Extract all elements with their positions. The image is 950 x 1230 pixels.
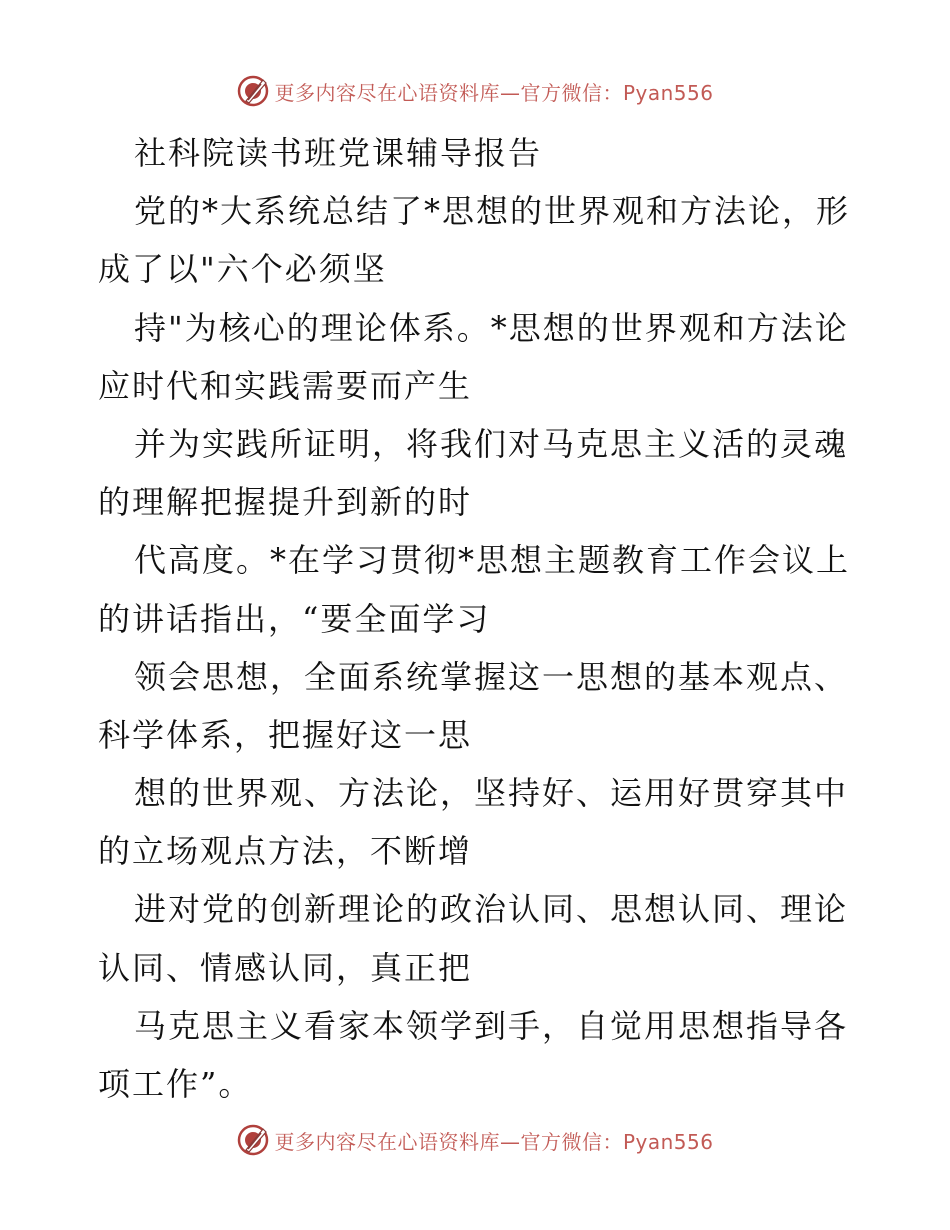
paragraph-line: 想的世界观、方法论，坚持好、运用好贯穿其中 bbox=[134, 774, 849, 813]
document-body bbox=[98, 124, 858, 1113]
paragraph-line: 的讲话指出，“要全面学习 bbox=[98, 599, 491, 638]
paragraph-line: 马克思主义看家本领学到手，自觉用思想指导各 bbox=[134, 1006, 849, 1045]
pen-seal-icon bbox=[236, 1123, 270, 1157]
paragraph-line: 并为实践所证明，将我们对马克思主义活的灵魂 bbox=[134, 424, 849, 463]
paragraph-line: 科学体系，把握好这一思 bbox=[98, 715, 473, 754]
paragraph-line: 代高度。*在学习贯彻*思想主题教育工作会议上 bbox=[134, 541, 851, 580]
footer-watermark bbox=[0, 1120, 950, 1160]
pen-seal-icon bbox=[236, 74, 270, 108]
paragraph-line: 进对党的创新理论的政治认同、思想认同、理论 bbox=[134, 890, 849, 929]
paragraph-line: 党的*大系统总结了*思想的世界观和方法论，形 bbox=[134, 192, 851, 231]
paragraph-line: 应时代和实践需要而产生 bbox=[98, 366, 473, 405]
paragraph-line: 认同、情感认同，真正把 bbox=[98, 948, 473, 987]
paragraph-line: 的理解把握提升到新的时 bbox=[98, 483, 473, 522]
paragraph-line: 持"为核心的理论体系。*思想的世界观和方法论 bbox=[134, 308, 849, 347]
doc-title: 社科院读书班党课辅导报告 bbox=[134, 134, 543, 172]
paragraph-line: 的立场观点方法，不断增 bbox=[98, 832, 473, 871]
paragraph-line: 成了以"六个必须坚 bbox=[98, 250, 387, 289]
paragraph-line: 领会思想，全面系统掌握这一思想的基本观点、 bbox=[134, 657, 849, 696]
watermark-text: 更多内容尽在心语资料库—官方微信：Pyan556 bbox=[274, 80, 714, 105]
header-watermark bbox=[0, 71, 950, 111]
watermark-text: 更多内容尽在心语资料库—官方微信：Pyan556 bbox=[274, 1129, 714, 1154]
paragraph-line: 项工作”。 bbox=[98, 1065, 253, 1103]
